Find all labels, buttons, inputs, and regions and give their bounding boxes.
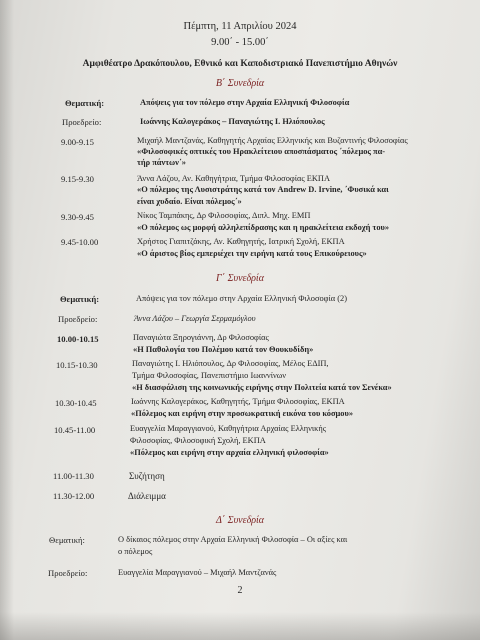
- session-d-theme: ο πόλεμος: [118, 547, 153, 556]
- session-b-chairs: Ιωάννης Καλογεράκος – Παναγιώτης Ι. Ηλιόπουλος: [140, 117, 325, 126]
- slot-time: 10.00-10.15: [57, 334, 99, 344]
- slot-line: Χρήστος Γιαπιτζάκης, Αν. Καθηγητής, Ιατρική Σχολή, ΕΚΠΑ: [137, 237, 345, 246]
- session-c-theme: Απόψεις για τον πόλεμο στην Αρχαία Ελληνική Φιλοσοφία (2): [136, 294, 348, 303]
- slot-line: Φιλοσοφίας, Φιλοσοφική Σχολή, ΕΚΠΑ: [130, 436, 266, 445]
- session-d-title: Δ΄ Συνεδρία: [215, 515, 265, 526]
- session-d-theme: Ο δίκαιος πόλεμος στην Αρχαία Ελληνική Φιλοσοφία – Οι αξίες και: [118, 535, 348, 544]
- slot-line: Διάλειμμα: [128, 491, 166, 501]
- slot-line: Ευαγγελία Μαραγγιανού, Καθηγήτρια Αρχαίας Ελληνικής: [130, 424, 327, 433]
- event-venue: Αμφιθέατρο Δρακόπουλου, Εθνικό και Καποδιστριακό Πανεπιστήμιο Αθηνών: [82, 59, 398, 69]
- slot-time: 9.00-9.15: [61, 137, 94, 147]
- slot-line: Άννα Λάζου, Αν. Καθηγήτρια, Τμήμα Φιλοσοφίας ΕΚΠΑ: [137, 174, 331, 183]
- session-c-title: Γ΄ Συνεδρία: [216, 273, 264, 284]
- slot-time: 9.15-9.30: [61, 174, 94, 184]
- slot-line: «Πόλεμος και ειρήνη στην αρχαία ελληνική φιλοσοφία»: [130, 448, 329, 457]
- session-c-theme-label: Θεματική:: [60, 294, 100, 304]
- slot-time: 11.30-12.00: [53, 491, 95, 501]
- session-b-theme: Απόψεις για τον πόλεμο στην Αρχαία Ελληνική Φιλοσοφία: [140, 98, 350, 107]
- slot-line: τήρ πάντων΄»: [137, 158, 186, 167]
- slot-time: 10.15-10.30: [56, 360, 98, 370]
- page-shadow-left: [0, 0, 14, 640]
- slot-line: «Ο πόλεμος της Λυσιστράτης κατά τον Andrew D. Irvine, ΄Φυσικά και: [137, 185, 389, 194]
- slot-line: «Ο άριστος βίος εμπεριέχει την ειρήνη κατά τους Επικούρειους»: [137, 249, 367, 258]
- slot-line: Συζήτηση: [129, 471, 165, 481]
- event-date: Πέμπτη, 11 Απριλίου 2024: [183, 21, 297, 32]
- slot-time: 9.45-10.00: [61, 237, 99, 247]
- slot-line: είναι χυδαίο. Είναι πόλεμος΄»: [137, 197, 242, 206]
- slot-line: «Η διασφάλιση της κοινωνικής ειρήνης στην Πολιτεία κατά τον Σενέκα»: [132, 383, 392, 392]
- slot-line: Τμήμα Φιλοσοφίας, Πανεπιστήμιο Ιωαννίνων: [132, 371, 287, 380]
- session-b-chairs-label: Προεδρείο:: [62, 117, 102, 127]
- event-hours: 9.00΄ - 15.00΄: [211, 37, 269, 48]
- session-c-chairs-label: Προεδρείο:: [58, 314, 98, 324]
- slot-time: 10.45-11.00: [54, 425, 96, 435]
- session-b-title: Β΄ Συνεδρία: [215, 78, 265, 89]
- slot-line: «Πόλεμος και ειρήνη στην προσωκρατική εικόνα του κόσμου»: [131, 409, 354, 418]
- slot-line: Μιχαήλ Μαντζανάς, Καθηγητής Αρχαίας Ελληνικής και Βυζαντινής Φιλοσοφίας: [137, 136, 408, 145]
- session-b-theme-label: Θεματική:: [65, 98, 105, 108]
- slot-line: «Η Παθολογία του Πολέμου κατά τον Θουκυδίδη»: [133, 345, 314, 354]
- slot-line: «Φιλοσοφικές οπτικές του Ηρακλείτειου αποσπάσματος ΄πόλεμος πα-: [137, 147, 386, 156]
- page-number: 2: [237, 585, 243, 596]
- slot-line: Νίκος Ταμπάκης, Δρ Φιλοσοφίας, Διπλ. Μηχ. ΕΜΠ: [137, 211, 311, 220]
- slot-time: 9.30-9.45: [61, 212, 94, 222]
- slot-time: 10.30-10.45: [55, 398, 97, 408]
- slot-time: 11.00-11.30: [53, 471, 94, 481]
- session-d-chairs: Ευαγγελία Μαραγγιανού – Μιχαήλ Μαντζανάς: [118, 568, 277, 577]
- session-d-chairs-label: Προεδρείο:: [48, 568, 88, 578]
- slot-line: Ιωάννης Καλογεράκος, Καθηγητής, Τμήμα Φιλοσοφίας, ΕΚΠΑ: [131, 397, 345, 406]
- slot-line: Παναγιώτα Ξηρογιάννη, Δρ Φιλοσοφίας: [133, 333, 269, 342]
- slot-line: Παναγιώτης Ι. Ηλιόπουλος, Δρ Φιλοσοφίας, Μέλος ΕΔΙΠ,: [132, 359, 329, 368]
- session-c-chairs: Άννα Λάζου – Γεωργία Σερμαμόγλου: [134, 314, 256, 323]
- session-d-theme-label: Θεματική:: [49, 535, 85, 545]
- page-shadow-bottom: [0, 612, 480, 640]
- slot-line: «Ο πόλεμος ως μορφή αλληλεπίδρασης και η ηρακλείτεια εκδοχή του»: [137, 223, 390, 232]
